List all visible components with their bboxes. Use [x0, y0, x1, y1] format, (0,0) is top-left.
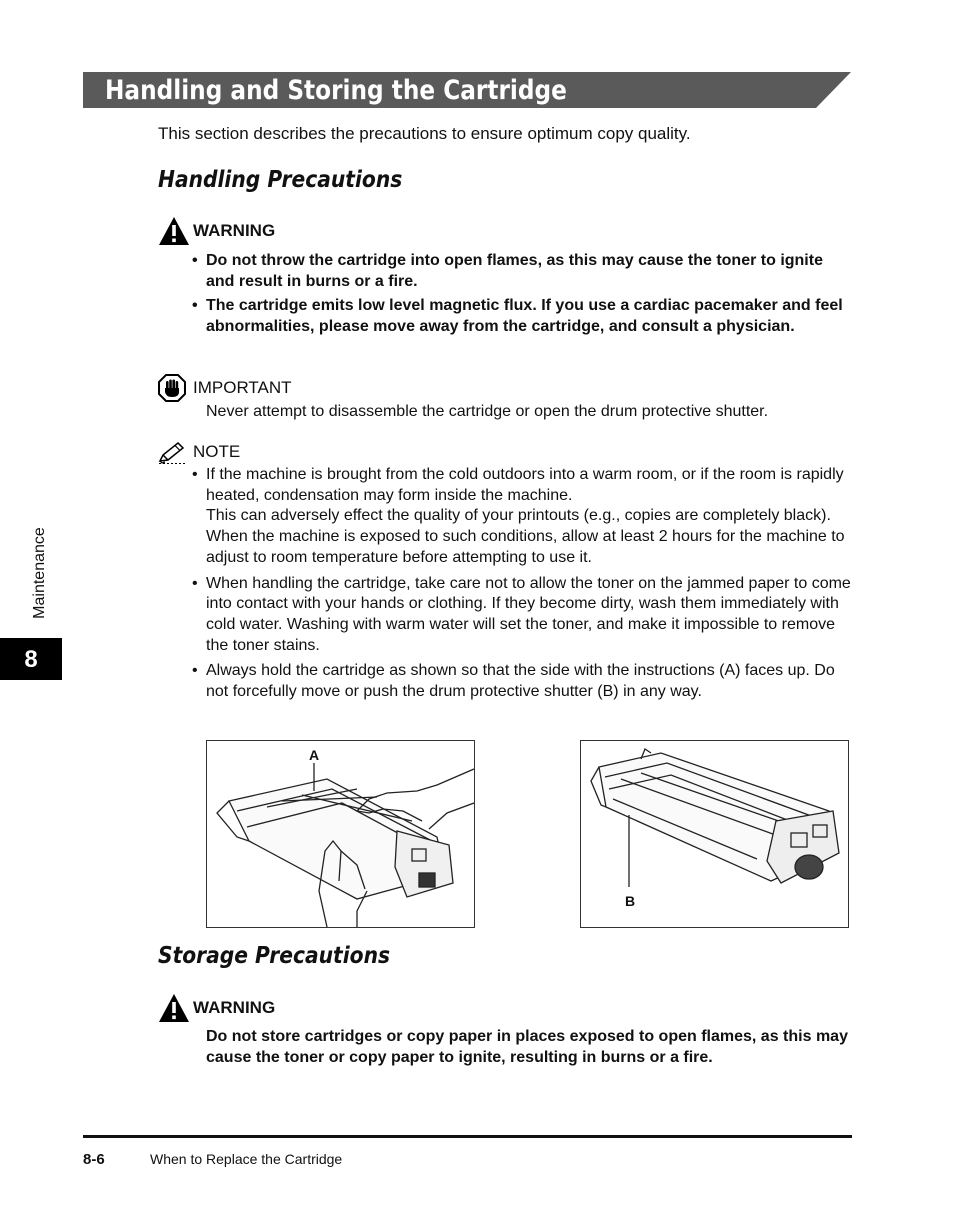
note-line: When the machine is exposed to such conditions, allow at least 2 hours for the machine to adjust to room temperature before attempting to use it. [206, 528, 845, 566]
section-heading-handling: Handling Precautions [158, 167, 403, 193]
figure-label-a: A [309, 747, 320, 763]
title-banner [83, 72, 851, 108]
page-number: 8-6 [83, 1151, 105, 1168]
warning-label: WARNING [193, 221, 276, 240]
cartridge-illustration [581, 741, 848, 927]
intro-text: This section describes the precautions to ensure optimum copy quality. [158, 124, 691, 143]
figure-cartridge-shutter [580, 740, 849, 928]
storage-warning-label: WARNING [193, 998, 276, 1017]
warning-item: • Do not throw the cartridge into open flames, as this may cause the toner to ignite and result in burns or a fire. [206, 250, 851, 292]
note-line: • When handling the cartridge, take care not to allow the toner on the jammed paper to come into contact with your hands or clothing. If they become dirty, wash them immediately with cold water. Washing with warm water will set the toner, and make it impossible to remove the toner stains. [206, 574, 851, 654]
important-text: Never attempt to disassemble the cartridge or open the drum protective shutter. [206, 403, 769, 420]
warning-list [206, 250, 851, 341]
note-line: This can adversely effect the quality of your printouts (e.g., copies are completely black). [206, 507, 831, 525]
note-item [206, 465, 851, 569]
important-label: IMPORTANT [193, 378, 292, 397]
footer-rule [83, 1135, 852, 1138]
footer-title: When to Replace the Cartridge [150, 1151, 343, 1167]
note-item [206, 661, 851, 702]
figure-cartridge-held [206, 740, 475, 928]
pencil-icon [158, 441, 186, 465]
note-list [206, 465, 851, 707]
storage-warning-text: Do not store cartridges or copy paper in places exposed to open flames, as this may cause the toner or copy paper to ignite, resulting in burns or a fire. [206, 1028, 848, 1066]
side-label-text: Maintenance [31, 527, 48, 619]
cartridge-hands-illustration [207, 741, 474, 927]
page-title: Handling and Storing the Cartridge [105, 75, 567, 106]
section-heading-storage: Storage Precautions [158, 943, 391, 969]
note-item [206, 574, 851, 657]
note-label: NOTE [193, 442, 241, 461]
stop-hand-icon [158, 374, 186, 402]
chapter-tab: 8 [0, 638, 62, 680]
side-section-label [25, 520, 47, 630]
figure-label-b: B [625, 893, 636, 909]
note-line: • Always hold the cartridge as shown so that the side with the instructions (A) faces up. Do not forcefully move or push the drum protective shutter (B) in any way. [206, 662, 835, 701]
warning-triangle-icon [158, 216, 190, 246]
warning-item: • The cartridge emits low level magnetic flux. If you use a cardiac pacemaker and feel abnormalities, please move away from the cartridge, and consult a physician. [206, 295, 851, 337]
note-line: • If the machine is brought from the cold outdoors into a warm room, or if the room is rapidly heated, condensation may form inside the machine. [206, 466, 844, 504]
warning-triangle-icon [158, 993, 190, 1023]
